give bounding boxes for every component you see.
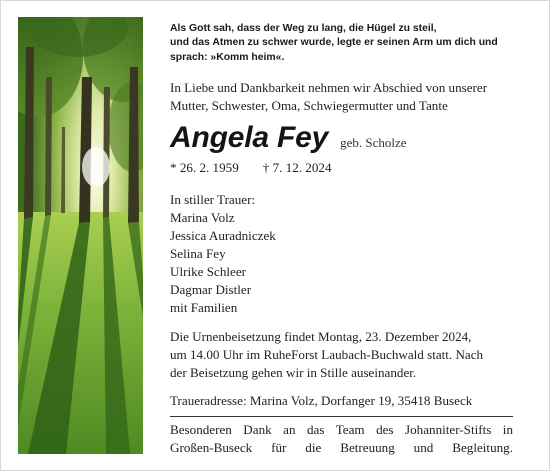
- notice-content: [170, 22, 532, 457]
- thanks-text: [170, 421, 513, 457]
- death-date: † 7. 12. 2024: [262, 160, 332, 176]
- mourner-name: Ulrike Schleer: [170, 264, 246, 280]
- intro-line: Mutter, Schwester, Oma, Schwiegermutter und Tante: [170, 98, 448, 114]
- poem-line: und das Atmen zu schwer wurde, legte er seinen Arm um dich und: [170, 37, 498, 49]
- mourner-name: Selina Fey: [170, 246, 226, 262]
- funeral-line: der Beisetzung gehen wir in Stille auseinander.: [170, 365, 417, 381]
- funeral-line: Die Urnenbeisetzung findet Montag, 23. Dezember 2024,: [170, 329, 472, 345]
- funeral-line: um 14.00 Uhr im RuheForst Laubach-Buchwald statt. Nach: [170, 347, 484, 363]
- birth-date: * 26. 2. 1959: [170, 160, 239, 176]
- poem-line: sprach: »Komm heim«.: [170, 51, 285, 63]
- maiden-name: geb. Scholze: [340, 135, 407, 151]
- thanks-line: Besonderen Dank an das Team des Johanniter-Stifts in: [170, 422, 513, 438]
- deceased-name: Angela Fey: [170, 121, 329, 155]
- life-dates: [170, 159, 532, 177]
- mourner-name: Dagmar Distler: [170, 282, 252, 298]
- park-photo-illustration: [18, 17, 143, 454]
- mourner-name: Marina Volz: [170, 210, 235, 226]
- mourners-list: [170, 191, 532, 317]
- mourners-heading: In stiller Trauer:: [170, 192, 256, 208]
- mourner-name: mit Familien: [170, 300, 238, 316]
- poem-line: Als Gott sah, dass der Weg zu lang, die Hügel zu steil,: [170, 23, 437, 34]
- thanks-line: Großen-Buseck für die Betreuung und Begleitung.: [170, 440, 513, 456]
- funeral-info: [170, 328, 532, 382]
- deceased-name-row: [170, 121, 532, 157]
- intro-line: In Liebe und Dankbarkeit nehmen wir Abschied von unserer: [170, 80, 488, 96]
- poem: [170, 22, 532, 65]
- divider: [170, 416, 513, 417]
- mourning-address: Traueradresse: Marina Volz, Dorfanger 19, 35418 Buseck: [170, 393, 473, 409]
- intro-text: [170, 79, 532, 115]
- park-photo: [18, 17, 143, 454]
- mourner-name: Jessica Auradniczek: [170, 228, 276, 244]
